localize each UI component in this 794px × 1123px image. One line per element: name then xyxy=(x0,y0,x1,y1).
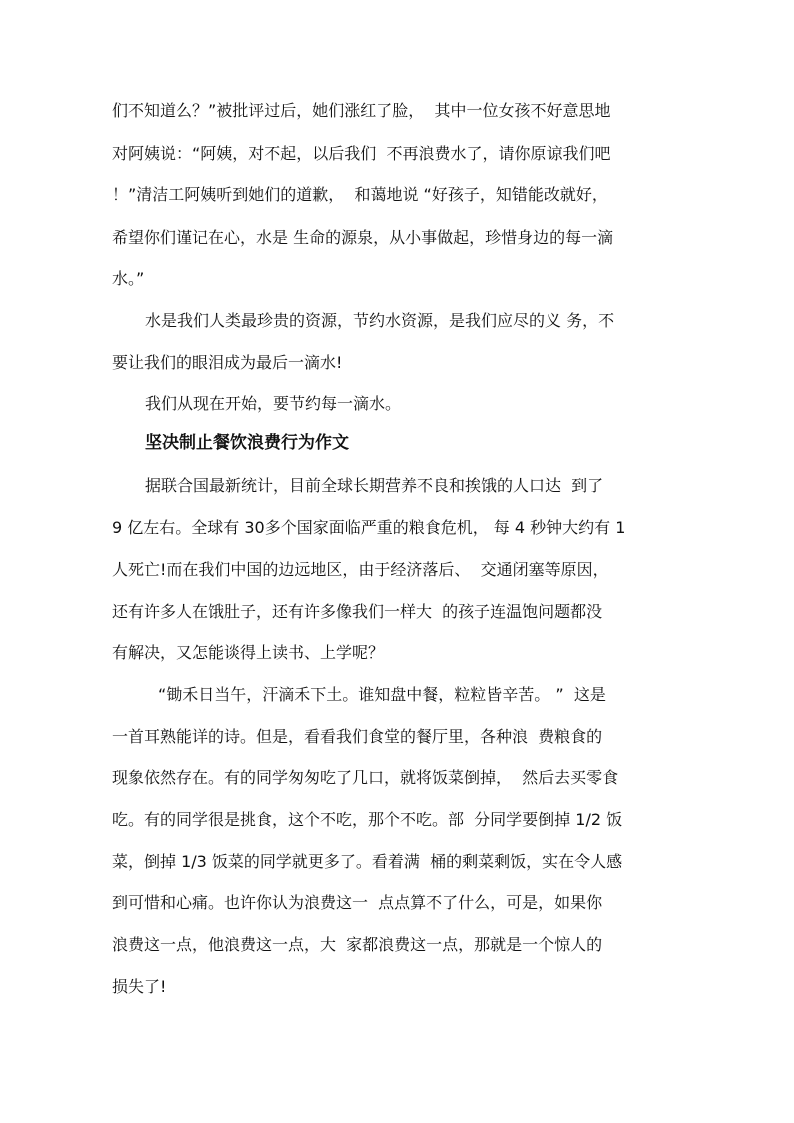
text-line: 现象依然存在。有的同学匆匆吃了几口，就将饭菜倒掉， 然后去买零食 xyxy=(112,768,619,787)
text-line: 我们从现在开始，要节约每一滴水。 xyxy=(145,394,402,413)
text-line: “锄禾日当午，汗滴禾下土。谁知盘中餐，粒粒皆辛苦。 ” 这是 xyxy=(158,685,606,704)
text-line: 希望你们谨记在心，水是 生命的源泉，从小事做起，珍惜身边的每一滴 xyxy=(112,228,614,247)
text-line: 要让我们的眼泪成为最后一滴水! xyxy=(112,353,343,372)
text-line: 水。” xyxy=(112,269,145,288)
text-line: 菜，倒掉 1/3 饭菜的同学就更多了。看着满 桶的剩菜剩饭，实在令人感 xyxy=(112,852,623,871)
text-line: 一首耳熟能详的诗。但是，看看我们食堂的餐厅里，各种浪 费粮食的 xyxy=(112,727,603,746)
text-line: 浪费这一点，他浪费这一点，大 家都浪费这一点，那就是一个惊人的 xyxy=(112,935,603,954)
text-line: 据联合国最新统计，目前全球长期营养不良和挨饿的人口达 到了 xyxy=(145,476,604,495)
text-line: 有解决，又怎能谈得上读书、上学呢？ xyxy=(112,643,385,662)
text-line: 9 亿左右。全球有 30多个国家面临严重的粮食危机， 每 4 秒钟大约有 1 xyxy=(112,518,626,537)
text-line: 损失了! xyxy=(112,977,167,996)
text-line: 水是我们人类最珍贵的资源，节约水资源，是我们应尽的义 务，不 xyxy=(145,311,615,330)
text-line: 吃。有的同学很是挑食，这个不吃，那个不吃。部 分同学要倒掉 1/2 饭 xyxy=(112,810,623,829)
text-line: 到可惜和心痛。也许你认为浪费这一 点点算不了什么，可是，如果你 xyxy=(112,893,603,912)
text-line: 人死亡!而在我们中国的边远地区，由于经济落后、 交通闭塞等原因， xyxy=(112,560,609,579)
text-line: 还有许多人在饿肚子，还有许多像我们一样大 的孩子连温饱问题都没 xyxy=(112,602,603,621)
text-line: 对阿姨说：“阿姨，对不起，以后我们 不再浪费水了，请你原谅我们吧 xyxy=(112,144,611,163)
text-line: ！”清洁工阿姨听到她们的道歉， 和蔼地说 “好孩子，知错能改就好， xyxy=(112,185,608,204)
text-line: 们不知道么？”被批评过后，她们涨红了脸， 其中一位女孩不好意思地 xyxy=(112,101,611,120)
essay-title: 坚决制止餐饮浪费行为作文 xyxy=(145,433,349,453)
